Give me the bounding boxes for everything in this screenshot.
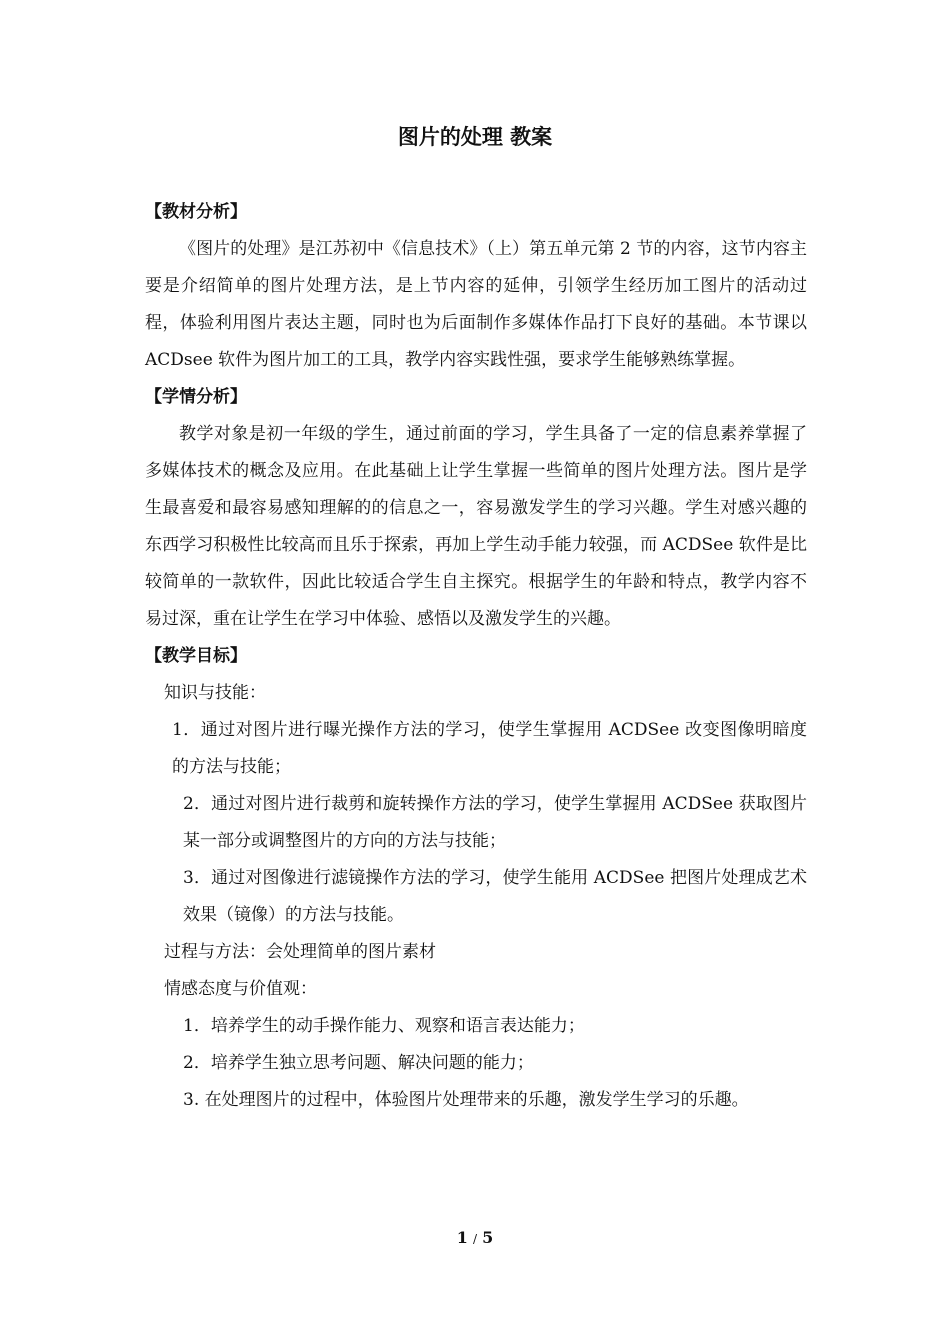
- current-page-number: 1: [456, 1228, 468, 1247]
- process-methods-line: 过程与方法：会处理简单的图片素材: [164, 942, 436, 962]
- section-heading-teaching-goals: 【教学目标】: [145, 646, 247, 666]
- knowledge-skills-label: 知识与技能：: [164, 683, 266, 703]
- total-page-number: 5: [482, 1228, 494, 1247]
- knowledge-item-2: 2．通过对图片进行裁剪和旋转操作方法的学习，使学生掌握用 ACDSee 获取图片某一部分或调整图片的方向的方法与技能；: [183, 794, 807, 851]
- document-title: 图片的处理 教案: [397, 125, 553, 149]
- student-analysis-paragraph: 教学对象是初一年级的学生，通过前面的学习，学生具备了一定的信息素养掌握了多媒体技术的概念及应用。在此基础上让学生掌握一些简单的图片处理方法。图片是学生最喜爱和最容易感知理解的的信息之一，容易激发学生的学习兴趣。学生对感兴趣的东西学习积极性比较高而且乐于探索，再加上学生动手能力较强，而 ACDSee 软件是比较简单的一款软件，因此比较适合学生自主探究。根据学生的年龄和特点，教学内容不易过深，重在让学生在学习中体验、感悟以及激发学生的兴趣。: [145, 424, 807, 629]
- knowledge-item-3: 3．通过对图像进行滤镜操作方法的学习，使学生能用 ACDSee 把图片处理成艺术效果（镜像）的方法与技能。: [183, 868, 807, 925]
- emotion-item-2: 2．培养学生独立思考问题、解决问题的能力；: [183, 1053, 534, 1073]
- emotion-item-3: 3. 在处理图片的过程中，体验图片处理带来的乐趣，激发学生学习的乐趣。: [183, 1090, 749, 1110]
- document-body: [145, 194, 807, 1119]
- emotion-item-1: 1．培养学生的动手操作能力、观察和语言表达能力；: [183, 1016, 585, 1036]
- textbook-analysis-paragraph: 《图片的处理》是江苏初中《信息技术》（上）第五单元第 2 节的内容，这节内容主要是介绍简单的图片处理方法，是上节内容的延伸，引领学生经历加工图片的活动过程，体验利用图片表达主题，同时也为后面制作多媒体作品打下良好的基础。本节课以 ACDsee 软件为图片加工的工具，教学内容实践性强，要求学生能够熟练掌握。: [145, 239, 807, 370]
- knowledge-item-1: 1．通过对图片进行曝光操作方法的学习，使学生掌握用 ACDSee 改变图像明暗度的方法与技能；: [172, 720, 807, 777]
- page-separator: /: [472, 1232, 478, 1246]
- section-heading-student-analysis: 【学情分析】: [145, 387, 247, 407]
- page-number: [0, 1226, 950, 1251]
- section-heading-textbook-analysis: 【教材分析】: [145, 202, 247, 222]
- emotion-values-label: 情感态度与价值观：: [164, 979, 317, 999]
